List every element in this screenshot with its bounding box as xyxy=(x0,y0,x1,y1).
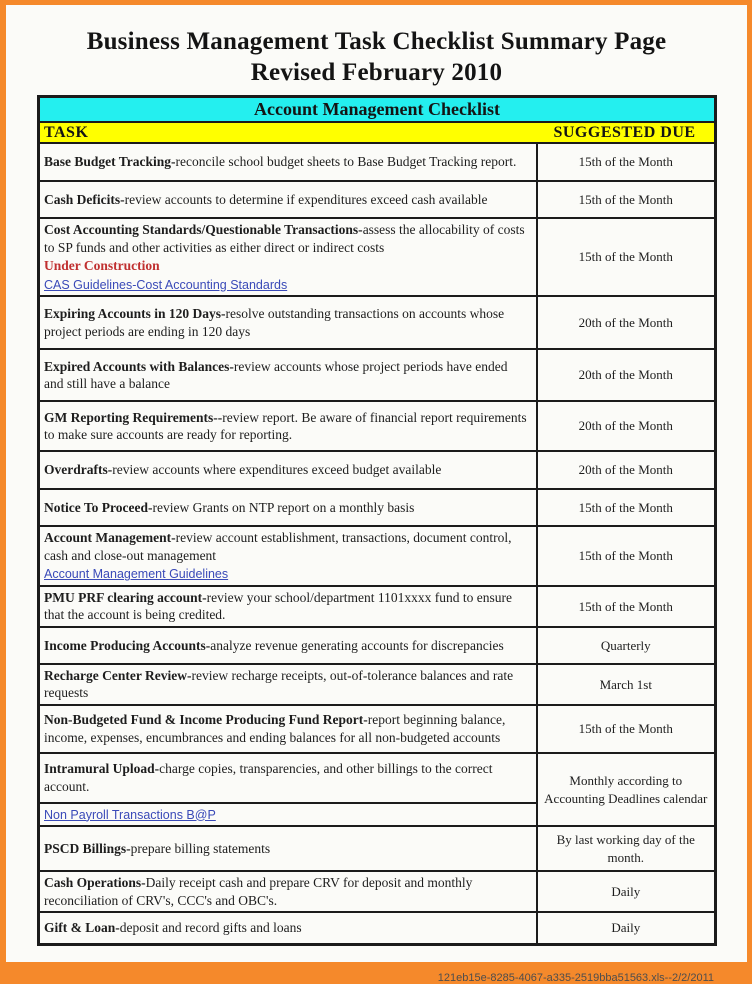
due-cell: 20th of the Month xyxy=(537,451,716,489)
table-row xyxy=(39,826,716,871)
due-cell: 20th of the Month xyxy=(537,296,716,349)
table-row xyxy=(39,181,716,218)
due-cell: 15th of the Month xyxy=(537,181,716,218)
page-sheet xyxy=(6,5,747,984)
task-cell xyxy=(39,803,537,826)
page-title-line2: Revised February 2010 xyxy=(250,59,503,86)
page-title-line1: Business Management Task Checklist Summary Page xyxy=(86,28,667,55)
due-cell: Daily xyxy=(537,912,716,944)
due-cell: March 1st xyxy=(537,664,716,705)
task-cell: Notice To Proceed-review Grants on NTP report on a monthly basis xyxy=(39,489,537,526)
due-cell: 15th of the Month xyxy=(537,705,716,753)
cas-guidelines-link[interactable]: CAS Guidelines-Cost Accounting Standards xyxy=(44,277,288,292)
task-cell: Cash Operations-Daily receipt cash and prepare CRV for deposit and monthly reconciliation of CRV's, CCC's and OBC's. xyxy=(39,871,537,912)
due-cell: 20th of the Month xyxy=(537,401,716,451)
task-cell: Base Budget Tracking-reconcile school budget sheets to Base Budget Tracking report. xyxy=(39,143,537,181)
file-footer-note: 121eb15e-8285-4067-a335-2519bba51563.xls--2/2/2011 xyxy=(437,971,714,984)
due-cell: 15th of the Month xyxy=(537,143,716,181)
task-cell: Gift & Loan-deposit and record gifts and loans xyxy=(39,912,537,944)
due-cell: Quarterly xyxy=(537,627,716,664)
table-row xyxy=(39,705,716,753)
table-row xyxy=(39,526,716,586)
table-row xyxy=(39,871,716,912)
table-row xyxy=(39,296,716,349)
task-cell: Expiring Accounts in 120 Days-resolve outstanding transactions on accounts whose project periods are ending in 120 days xyxy=(39,296,537,349)
task-cell: PMU PRF clearing account-review your school/department 1101xxxx fund to ensure that the account is being credited. xyxy=(39,586,537,627)
account-management-guidelines-link[interactable]: Account Management Guidelines xyxy=(44,567,229,582)
task-cell: Income Producing Accounts-analyze revenue generating accounts for discrepancies xyxy=(39,627,537,664)
due-cell: 20th of the Month xyxy=(537,349,716,401)
column-header-task: TASK xyxy=(44,123,89,141)
column-header-row xyxy=(39,122,716,143)
task-cell: Account Management-review account establishment, transactions, document control, cash and close-out management Account Management Guidelines xyxy=(39,526,537,586)
task-cell: GM Reporting Requirements--review report. Be aware of financial report requirements to make sure accounts are ready for reporting. xyxy=(39,401,537,451)
due-cell: By last working day of the month. xyxy=(537,826,716,871)
table-row xyxy=(39,218,716,296)
table-row xyxy=(39,451,716,489)
task-cell: Overdrafts-review accounts where expenditures exceed budget available xyxy=(39,451,537,489)
task-cell: Recharge Center Review-review recharge receipts, out-of-tolerance balances and rate requests xyxy=(39,664,537,705)
page-title xyxy=(6,26,747,88)
task-cell: Expired Accounts with Balances-review accounts whose project periods have ended and still have a balance xyxy=(39,349,537,401)
task-cell: Cost Accounting Standards/Questionable Transactions-assess the allocability of costs to SP funds and other activities as either direct or indirect costs Under Construction CAS Guidelines-Cost Accounting Standards xyxy=(39,218,537,296)
due-cell: 15th of the Month xyxy=(537,218,716,296)
table-row xyxy=(39,753,716,803)
task-cell: Intramural Upload-charge copies, transparencies, and other billings to the correct account. xyxy=(39,753,537,803)
table-row xyxy=(39,912,716,944)
section-header-row xyxy=(39,97,716,123)
task-cell: Non-Budgeted Fund & Income Producing Fund Report-report beginning balance, income, expenses, encumbrances and ending balances for all non-budgeted accounts xyxy=(39,705,537,753)
task-cell: Cash Deficits-review accounts to determine if expenditures exceed cash available xyxy=(39,181,537,218)
under-construction-note: Under Construction xyxy=(44,258,160,274)
due-cell: Daily xyxy=(537,871,716,912)
task-cell: PSCD Billings-prepare billing statements xyxy=(39,826,537,871)
table-row xyxy=(39,489,716,526)
due-cell: 15th of the Month xyxy=(537,526,716,586)
table-row xyxy=(39,143,716,181)
due-cell: Monthly according to Accounting Deadlines calendar xyxy=(537,753,716,826)
checklist-table xyxy=(37,95,717,946)
table-row xyxy=(39,664,716,705)
due-cell: 15th of the Month xyxy=(537,586,716,627)
due-cell: 15th of the Month xyxy=(537,489,716,526)
column-header-due: SUGGESTED DUE xyxy=(553,123,696,141)
non-payroll-transactions-link[interactable]: Non Payroll Transactions B@P xyxy=(44,807,216,822)
table-row xyxy=(39,401,716,451)
table-row xyxy=(39,586,716,627)
section-title: Account Management Checklist xyxy=(39,97,716,123)
table-row xyxy=(39,627,716,664)
table-row xyxy=(39,349,716,401)
